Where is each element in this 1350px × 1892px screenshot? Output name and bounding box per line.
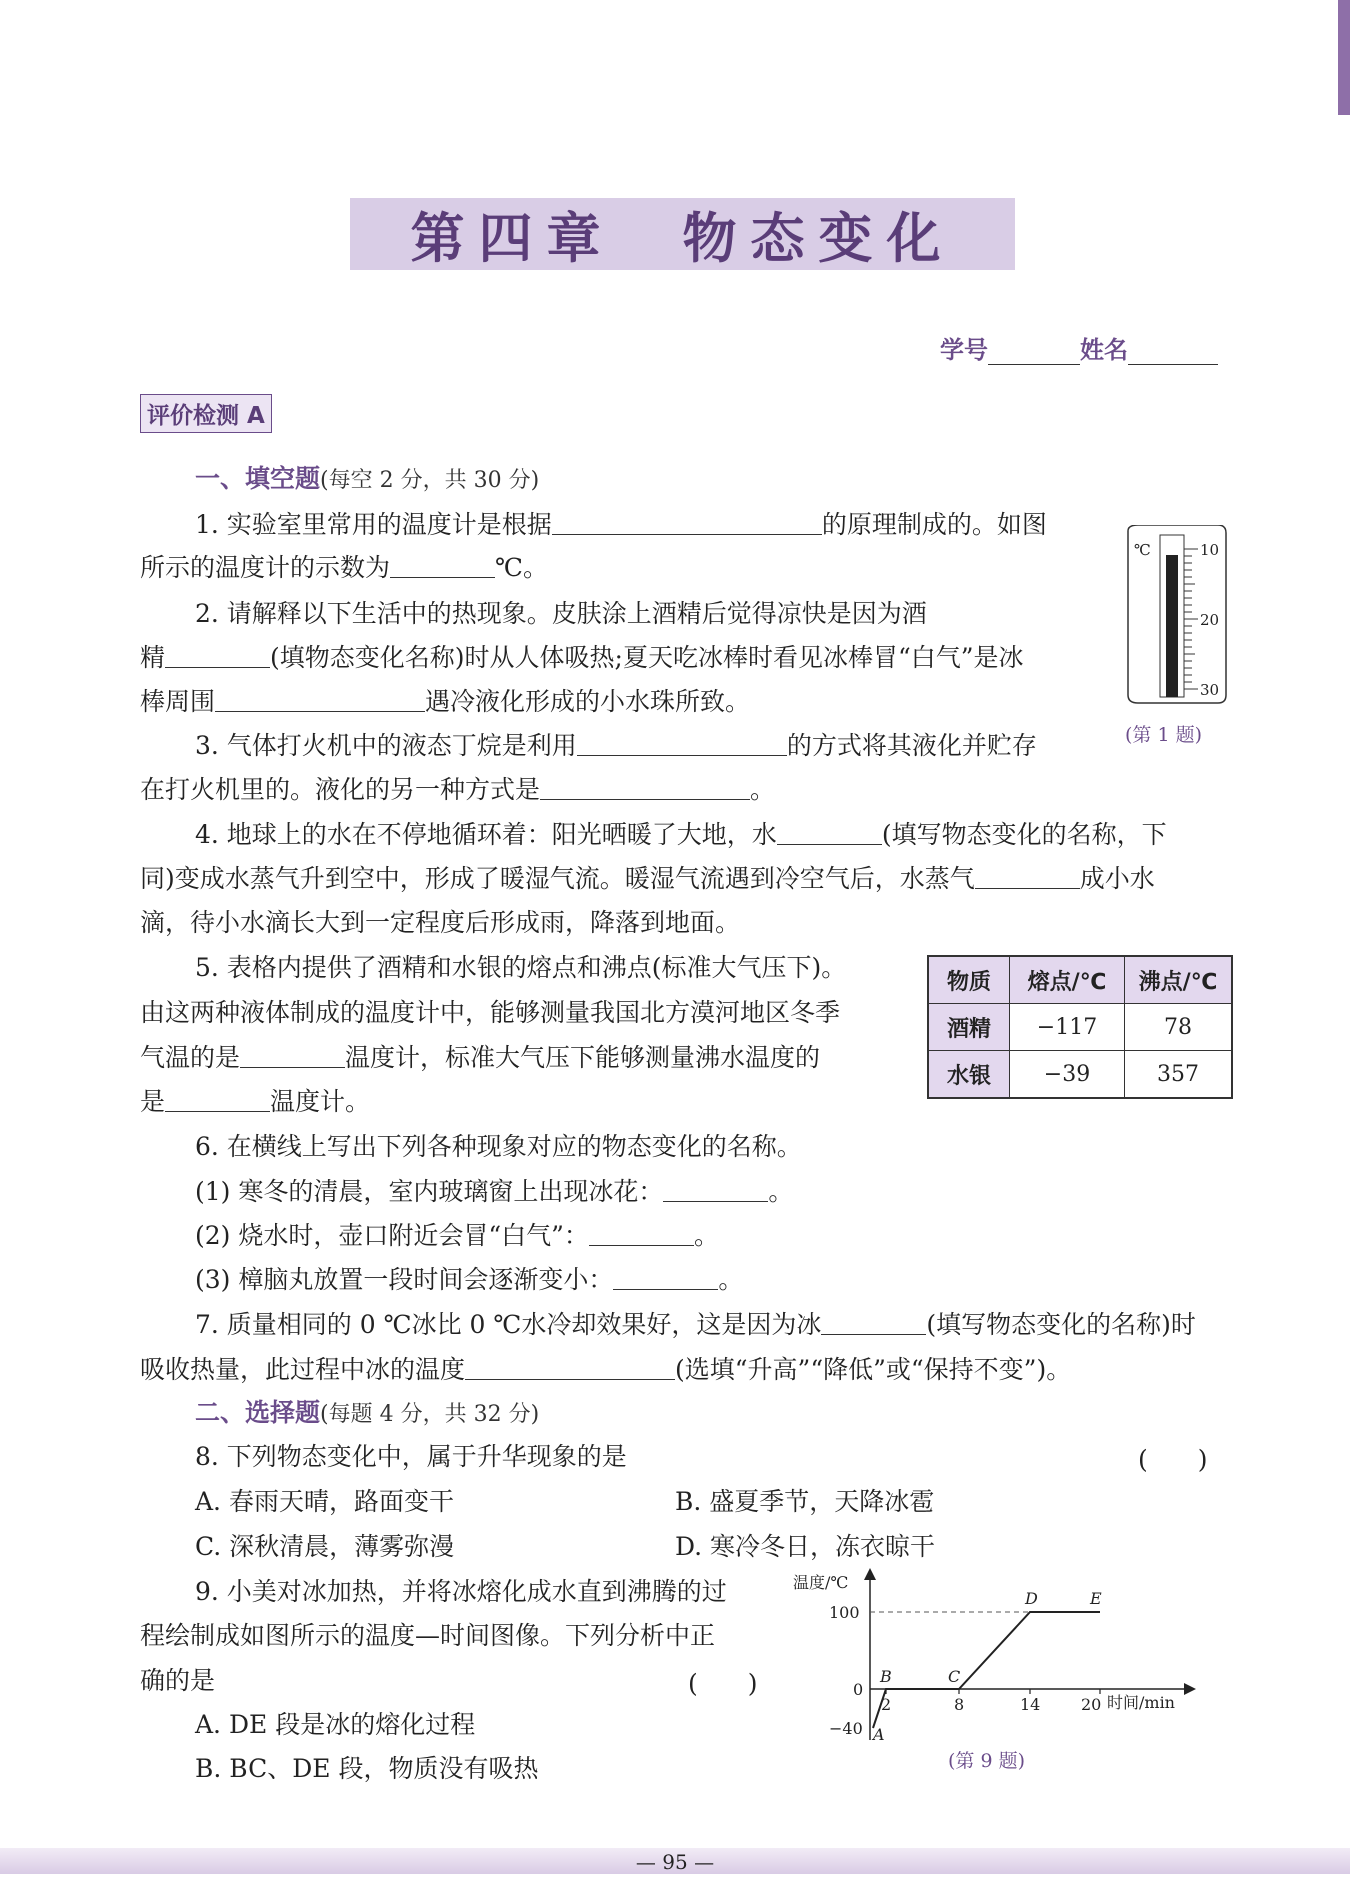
q7-text-b: (填写物态变化的名称)时 xyxy=(926,1310,1196,1339)
q1-blank2[interactable] xyxy=(390,551,495,578)
q9-line2: 程绘制成如图所示的温度—时间图像。下列分析中正 xyxy=(140,1621,716,1650)
q9-line1: 9. 小美对冰加热，并将冰熔化成水直到沸腾的过 xyxy=(195,1577,727,1606)
q4-blank1[interactable] xyxy=(777,818,882,845)
q7-text-d: (选填“升高”“降低”或“保持不变”)。 xyxy=(675,1355,1072,1384)
q3-text-d: 。 xyxy=(750,775,776,804)
thermometer-ticks xyxy=(1184,549,1198,689)
q1-line1 xyxy=(195,508,1047,542)
q4-text-d: 成小水 xyxy=(1079,864,1155,893)
q7-line1 xyxy=(195,1308,1196,1342)
q8-option-a[interactable]: A. 春雨天晴，路面变干 xyxy=(195,1487,454,1516)
thermometer-figure xyxy=(1118,525,1230,705)
q2-text-a: 2. 请解释以下生活中的热现象。皮肤涂上酒精后觉得凉快是因为酒 xyxy=(195,599,927,628)
q3-text-b: 的方式将其液化并贮存 xyxy=(786,731,1037,760)
melting-boiling-table xyxy=(927,955,1233,1099)
student-info xyxy=(940,330,1218,365)
graph-point-d: D xyxy=(1025,1589,1038,1608)
eval-label: 评价检测 A xyxy=(140,394,272,433)
q6-blank3[interactable] xyxy=(613,1263,718,1290)
q6-end1: 。 xyxy=(768,1177,794,1206)
fig9-caption: (第 9 题) xyxy=(948,1750,1025,1772)
table-cell-name: 水银 xyxy=(928,1051,1010,1099)
thermometer-tick-20: 20 xyxy=(1200,611,1220,629)
graph-point-c: C xyxy=(948,1667,961,1686)
q2-text-b: 精 xyxy=(140,643,166,672)
q9-option-a[interactable]: A. DE 段是冰的熔化过程 xyxy=(195,1710,476,1739)
q4-text-b: (填写物态变化的名称，下 xyxy=(881,820,1167,849)
table-header: 沸点/℃ xyxy=(1125,956,1233,1004)
q3-text-c: 在打火机里的。液化的另一种方式是 xyxy=(140,775,541,804)
student-id-label: 学号 xyxy=(940,336,988,364)
table-cell-melt: −117 xyxy=(1010,1004,1125,1051)
graph-point-a: A xyxy=(873,1725,885,1744)
q4-blank2[interactable] xyxy=(975,862,1080,889)
q1-text-b: 的原理制成的。如图 xyxy=(821,510,1047,539)
table-header: 物质 xyxy=(928,956,1010,1004)
q7-blank1[interactable] xyxy=(821,1308,926,1335)
q8-option-b[interactable]: B. 盛夏季节，天降冰雹 xyxy=(675,1487,935,1516)
q6-end2: 。 xyxy=(693,1221,719,1250)
q3-line2 xyxy=(140,773,775,807)
q6-end3: 。 xyxy=(718,1265,744,1294)
q2-line1 xyxy=(195,597,927,631)
thermometer-tick-30: 30 xyxy=(1200,681,1220,699)
q5-text-d: 温度计，标准大气压下能够测量沸水温度的 xyxy=(345,1043,821,1072)
q2-text-c: (填物态变化名称)时从人体吸热;夏天吃冰棒时看见冰棒冒“白气”是冰 xyxy=(270,643,1024,672)
q7-blank2[interactable] xyxy=(465,1353,675,1380)
thermometer-unit: ℃ xyxy=(1134,541,1151,559)
q5-blank2[interactable] xyxy=(165,1085,270,1112)
page-edge-tab xyxy=(1338,0,1350,115)
fig1-caption: (第 1 题) xyxy=(1125,724,1202,746)
q8-option-d[interactable]: D. 寒冷冬日，冻衣晾干 xyxy=(675,1532,936,1561)
q8-answer-paren[interactable]: ( ) xyxy=(1138,1445,1208,1474)
q5-line2 xyxy=(140,996,840,1030)
q1-line2 xyxy=(140,551,548,585)
graph-ytick-0: 0 xyxy=(853,1680,864,1699)
q5-text-b: 由这两种液体制成的温度计中，能够测量我国北方漠河地区冬季 xyxy=(140,998,841,1027)
q9-answer-paren[interactable]: ( ) xyxy=(688,1669,758,1698)
q7-text-c: 吸收热量，此过程中冰的温度 xyxy=(140,1355,466,1384)
section1-note: (每空 2 分，共 30 分) xyxy=(320,468,540,493)
q2-text-d: 棒周围 xyxy=(140,687,216,716)
q6-sub2-text: (2) 烧水时，壶口附近会冒“白气”： xyxy=(195,1221,589,1250)
q3-blank2[interactable] xyxy=(540,773,750,800)
q2-blank2[interactable] xyxy=(215,685,425,712)
q3-text-a: 3. 气体打火机中的液态丁烷是利用 xyxy=(195,731,577,760)
graph-ytick-100: 100 xyxy=(829,1603,860,1622)
table-header: 熔点/℃ xyxy=(1010,956,1125,1004)
graph-xtick-14: 14 xyxy=(1020,1695,1041,1714)
q1-text-d: ℃。 xyxy=(495,553,548,582)
q3-line1 xyxy=(195,729,1037,763)
graph-xlabel: 时间/min xyxy=(1107,1693,1175,1712)
chapter-title: 第四章 物态变化 xyxy=(410,205,955,270)
q5-line4 xyxy=(140,1085,370,1119)
table-cell-boil: 357 xyxy=(1125,1051,1233,1099)
section1-title: 一、填空题 xyxy=(195,464,321,493)
q6-sub3 xyxy=(195,1263,743,1297)
q8-option-c[interactable]: C. 深秋清晨，薄雾弥漫 xyxy=(195,1532,455,1561)
table-cell-name: 酒精 xyxy=(928,1004,1010,1051)
graph-ylabel: 温度/℃ xyxy=(793,1573,849,1592)
graph-temperature-line xyxy=(873,1612,1100,1728)
q1-blank1[interactable] xyxy=(552,508,822,535)
section2-title: 二、选择题 xyxy=(195,1398,321,1427)
page-number: — 95 — xyxy=(635,1850,715,1874)
table-row xyxy=(928,1004,1232,1051)
table-row xyxy=(928,1051,1232,1099)
graph-ytick-neg40: −40 xyxy=(829,1719,863,1738)
q4-text-a: 4. 地球上的水在不停地循环着：阳光晒暖了大地，水 xyxy=(195,820,777,849)
q4-text-e: 滴，待小水滴长大到一定程度后形成雨，降落到地面。 xyxy=(140,908,741,937)
thermometer-tick-10: 10 xyxy=(1200,541,1220,559)
q9-line3: 确的是 xyxy=(140,1666,216,1695)
q6-sub2 xyxy=(195,1219,719,1253)
section1-heading xyxy=(195,462,539,498)
q4-line3 xyxy=(140,906,740,940)
q1-text-c: 所示的温度计的示数为 xyxy=(140,553,391,582)
table-cell-melt: −39 xyxy=(1010,1051,1125,1099)
q3-blank1[interactable] xyxy=(577,729,787,756)
q4-text-c: 同)变成水蒸气升到空中，形成了暖湿气流。暖湿气流遇到冷空气后，水蒸气 xyxy=(140,864,975,893)
q2-text-e: 遇冷液化形成的小水珠所致。 xyxy=(425,687,751,716)
student-name-blank xyxy=(1128,336,1218,365)
q8-stem: 8. 下列物态变化中，属于升华现象的是 xyxy=(195,1442,627,1471)
q2-line2 xyxy=(140,641,1024,675)
q1-text-a: 1. 实验室里常用的温度计是根据 xyxy=(195,510,552,539)
chapter-title-box xyxy=(350,198,1015,270)
q6-blank1[interactable] xyxy=(663,1175,768,1202)
q5-line1 xyxy=(195,951,846,985)
q6-sub1 xyxy=(195,1175,793,1209)
table-cell-boil: 78 xyxy=(1125,1004,1233,1051)
q6-blank2[interactable] xyxy=(589,1219,694,1246)
graph-xtick-8: 8 xyxy=(954,1695,965,1714)
graph-xtick-2: 2 xyxy=(881,1695,892,1714)
q6-intro: 6. 在横线上写出下列各种现象对应的物态变化的名称。 xyxy=(195,1132,802,1161)
student-id-blank xyxy=(988,336,1080,365)
graph-point-b: B xyxy=(880,1667,892,1686)
q7-line2 xyxy=(140,1353,1071,1387)
graph-xtick-20: 20 xyxy=(1081,1695,1102,1714)
q6-sub3-text: (3) 樟脑丸放置一段时间会逐渐变小： xyxy=(195,1265,614,1294)
q4-line2 xyxy=(140,862,1155,896)
q5-text-a: 5. 表格内提供了酒精和水银的熔点和沸点(标准大气压下)。 xyxy=(195,953,847,982)
thermometer-mercury xyxy=(1166,555,1178,697)
student-name-label: 姓名 xyxy=(1080,336,1128,364)
q9-option-b[interactable]: B. BC、DE 段，物质没有吸热 xyxy=(195,1754,539,1783)
temperature-time-graph xyxy=(785,1568,1205,1748)
q2-blank1[interactable] xyxy=(165,641,270,668)
graph-point-e: E xyxy=(1090,1589,1102,1608)
q6-sub1-text: (1) 寒冬的清晨，室内玻璃窗上出现冰花： xyxy=(195,1177,664,1206)
q2-line3 xyxy=(140,685,750,719)
table-header-row xyxy=(928,956,1232,1004)
q4-line1 xyxy=(195,818,1167,852)
q5-text-f: 温度计。 xyxy=(270,1087,371,1116)
section2-heading xyxy=(195,1396,539,1432)
q5-text-c: 气温的是 xyxy=(140,1043,241,1072)
q5-text-e: 是 xyxy=(140,1087,166,1116)
section2-note: (每题 4 分，共 32 分) xyxy=(320,1402,540,1427)
q7-text-a: 7. 质量相同的 0 ℃冰比 0 ℃水冷却效果好，这是因为冰 xyxy=(195,1310,822,1339)
q5-blank1[interactable] xyxy=(240,1041,345,1068)
q5-line3 xyxy=(140,1041,820,1075)
